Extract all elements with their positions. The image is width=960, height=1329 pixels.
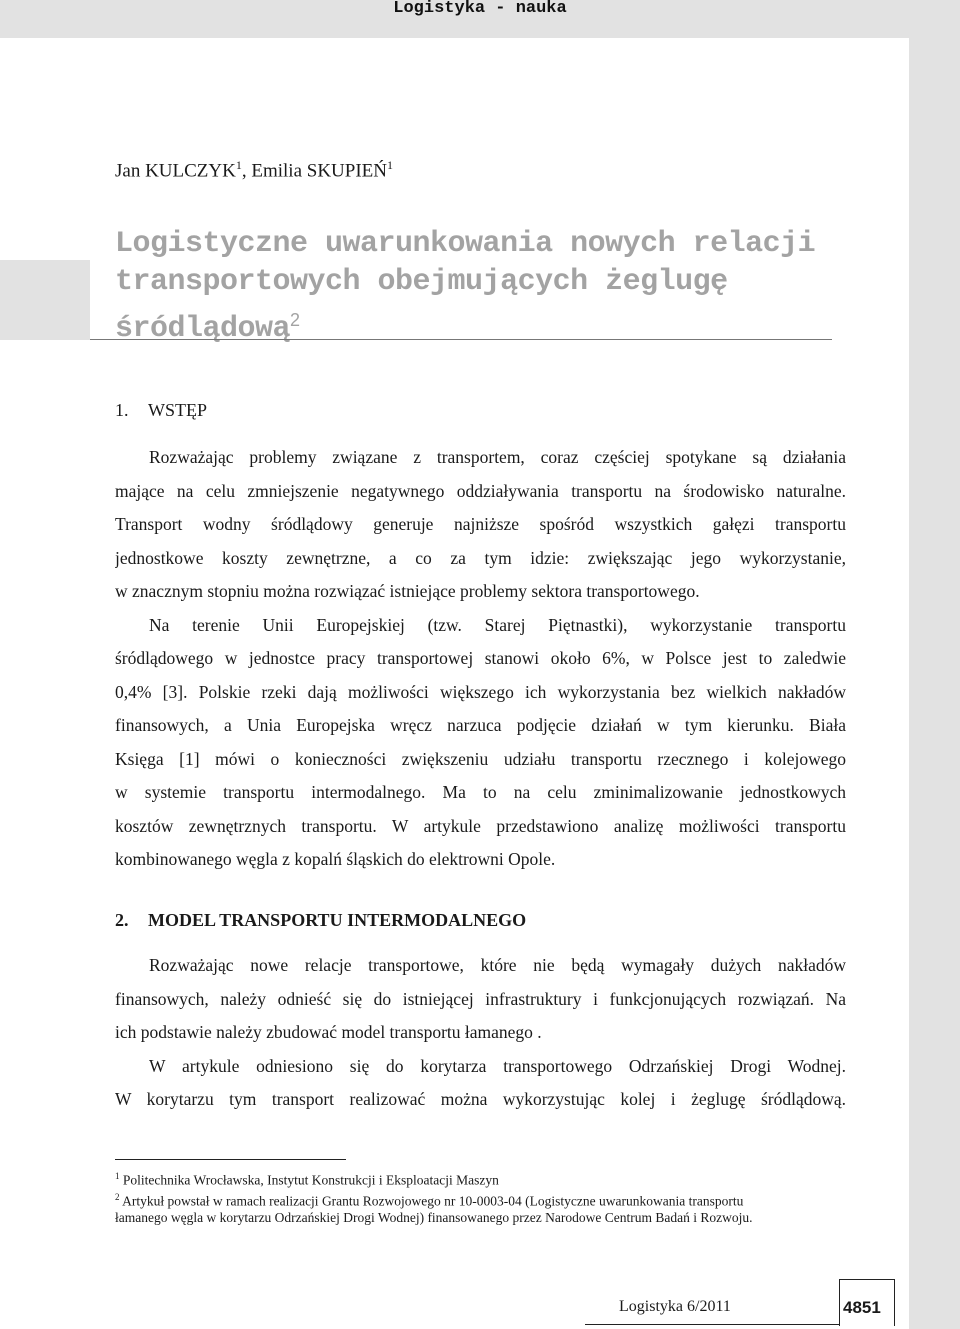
- text-line: jednostkowe koszty zewnętrzne, a co za tym idzie: zwiększając jego wykorzystanie,: [115, 547, 846, 568]
- footnotes: [115, 1168, 850, 1226]
- footnote-rule: [115, 1159, 346, 1160]
- footnote: [115, 1189, 850, 1210]
- footnote-text: Politechnika Wrocławska, Instytut Konstrukcji i Eksploatacji Maszyn: [122, 1172, 499, 1188]
- footnote-text: łamanego węgla w korytarzu Odrzańskiej Drogi Wodnej) finansowanego przez Narodowe Centrum Badań i Rozwoju.: [115, 1210, 753, 1225]
- title-line: transportowych obejmujących żeglugę: [115, 265, 728, 299]
- text-line: kombinowanego węgla z kopalń śląskich do elektrowni Opole.: [115, 849, 556, 869]
- text-line: W korytarzu tym transport realizować można wykorzystując kolej i żeglugę śródlądową.: [115, 1089, 846, 1109]
- title-line: Logistyczne uwarunkowania nowych relacji: [115, 227, 816, 261]
- author-separator: ,: [241, 160, 252, 182]
- text-line: śródlądowego w jednostce pracy transportowej stanowi około 6%, w Polsce jest to zaledwie: [115, 648, 846, 668]
- footnote: [115, 1168, 850, 1189]
- page-number: 4851: [843, 1298, 881, 1317]
- author-footnote-ref: 1: [235, 158, 242, 172]
- text-line: Na terenie Unii Europejskiej (tzw. Starej Piętnastki), wykorzystanie transportu: [149, 614, 846, 635]
- title-line: [115, 301, 835, 348]
- text-line: w znacznym stopniu można rozwiązać istniejące problemy sektora transportowego.: [115, 581, 700, 601]
- journal-label: Logistyka 6/2011: [619, 1298, 731, 1315]
- title-accent-block: [0, 260, 90, 340]
- title-footnote-ref: 2: [290, 310, 300, 330]
- section-title: WSTĘP: [148, 400, 208, 420]
- title-line-text: śródlądową: [115, 312, 291, 346]
- text-line: mające na celu zmniejszenie negatywnego oddziaływania transportu na środowisko naturalne.: [115, 480, 846, 501]
- author-footnote-ref: 1: [387, 158, 393, 172]
- section-heading: [115, 400, 207, 421]
- running-header: Logistyka - nauka: [393, 0, 567, 18]
- footer-rule: [585, 1324, 840, 1325]
- text-line: kosztów zewnętrznych transportu. W artykule przedstawiono analizę możliwości transportu: [115, 815, 846, 836]
- paragraph: [115, 441, 846, 877]
- margin-strip: [909, 38, 960, 1329]
- text-line: 0,4% [3]. Polskie rzeki dają możliwości większego ich wykorzystania bez wielkich nakładów: [115, 681, 846, 702]
- text-line: Księga [1] mówi o konieczności zwiększeniu udziału transportu rzecznego i kolejowego: [115, 748, 846, 769]
- author-name: Emilia SKUPIEŃ: [251, 160, 387, 182]
- text-line: finansowych, należy odnieść się do istniejącej infrastruktury i funkcjonujących rozwiązań. Na: [115, 988, 846, 1009]
- section-title: MODEL TRANSPORTU INTERMODALNEGO: [148, 910, 527, 930]
- footnote-marker: 1: [115, 1171, 120, 1181]
- text-line: Rozważając problemy związane z transportem, coraz częściej spotykane są działania: [149, 447, 846, 467]
- title-rule: [90, 339, 832, 340]
- text-line: finansowych, a Unia Europejska wręcz narzuca podjęcie działań w tym kierunku. Biała: [115, 715, 846, 735]
- text-line: Rozważając nowe relacje transportowe, które nie będą wymagały dużych nakładów: [149, 955, 846, 975]
- section-number: 2.: [115, 910, 129, 930]
- section-heading: [115, 910, 526, 931]
- section-number: 1.: [115, 400, 129, 420]
- text-line: ich podstawie należy zbudować model transportu łamanego .: [115, 1022, 542, 1042]
- author-name: Jan KULCZYK: [115, 160, 236, 182]
- text-line: w systemie transportu intermodalnego. Ma to na celu zminimalizowanie jednostkowych: [115, 782, 846, 802]
- footnote-marker: 2: [115, 1191, 120, 1202]
- authors: [115, 158, 393, 182]
- text-line: W artykule odniesiono się do korytarza transportowego Odrzańskiej Drogi Wodnej.: [149, 1055, 846, 1076]
- paragraph: [115, 949, 846, 1117]
- text-line: Transport wodny śródlądowy generuje najniższe spośród wszystkich gałęzi transportu: [115, 514, 846, 534]
- article-title: [115, 225, 835, 348]
- footnote: [115, 1209, 850, 1226]
- footnote-text: Artykuł powstał w ramach realizacji Grantu Rozwojowego nr 10-0003-04 (Logistyczne uwarunkowania transportu: [122, 1193, 744, 1208]
